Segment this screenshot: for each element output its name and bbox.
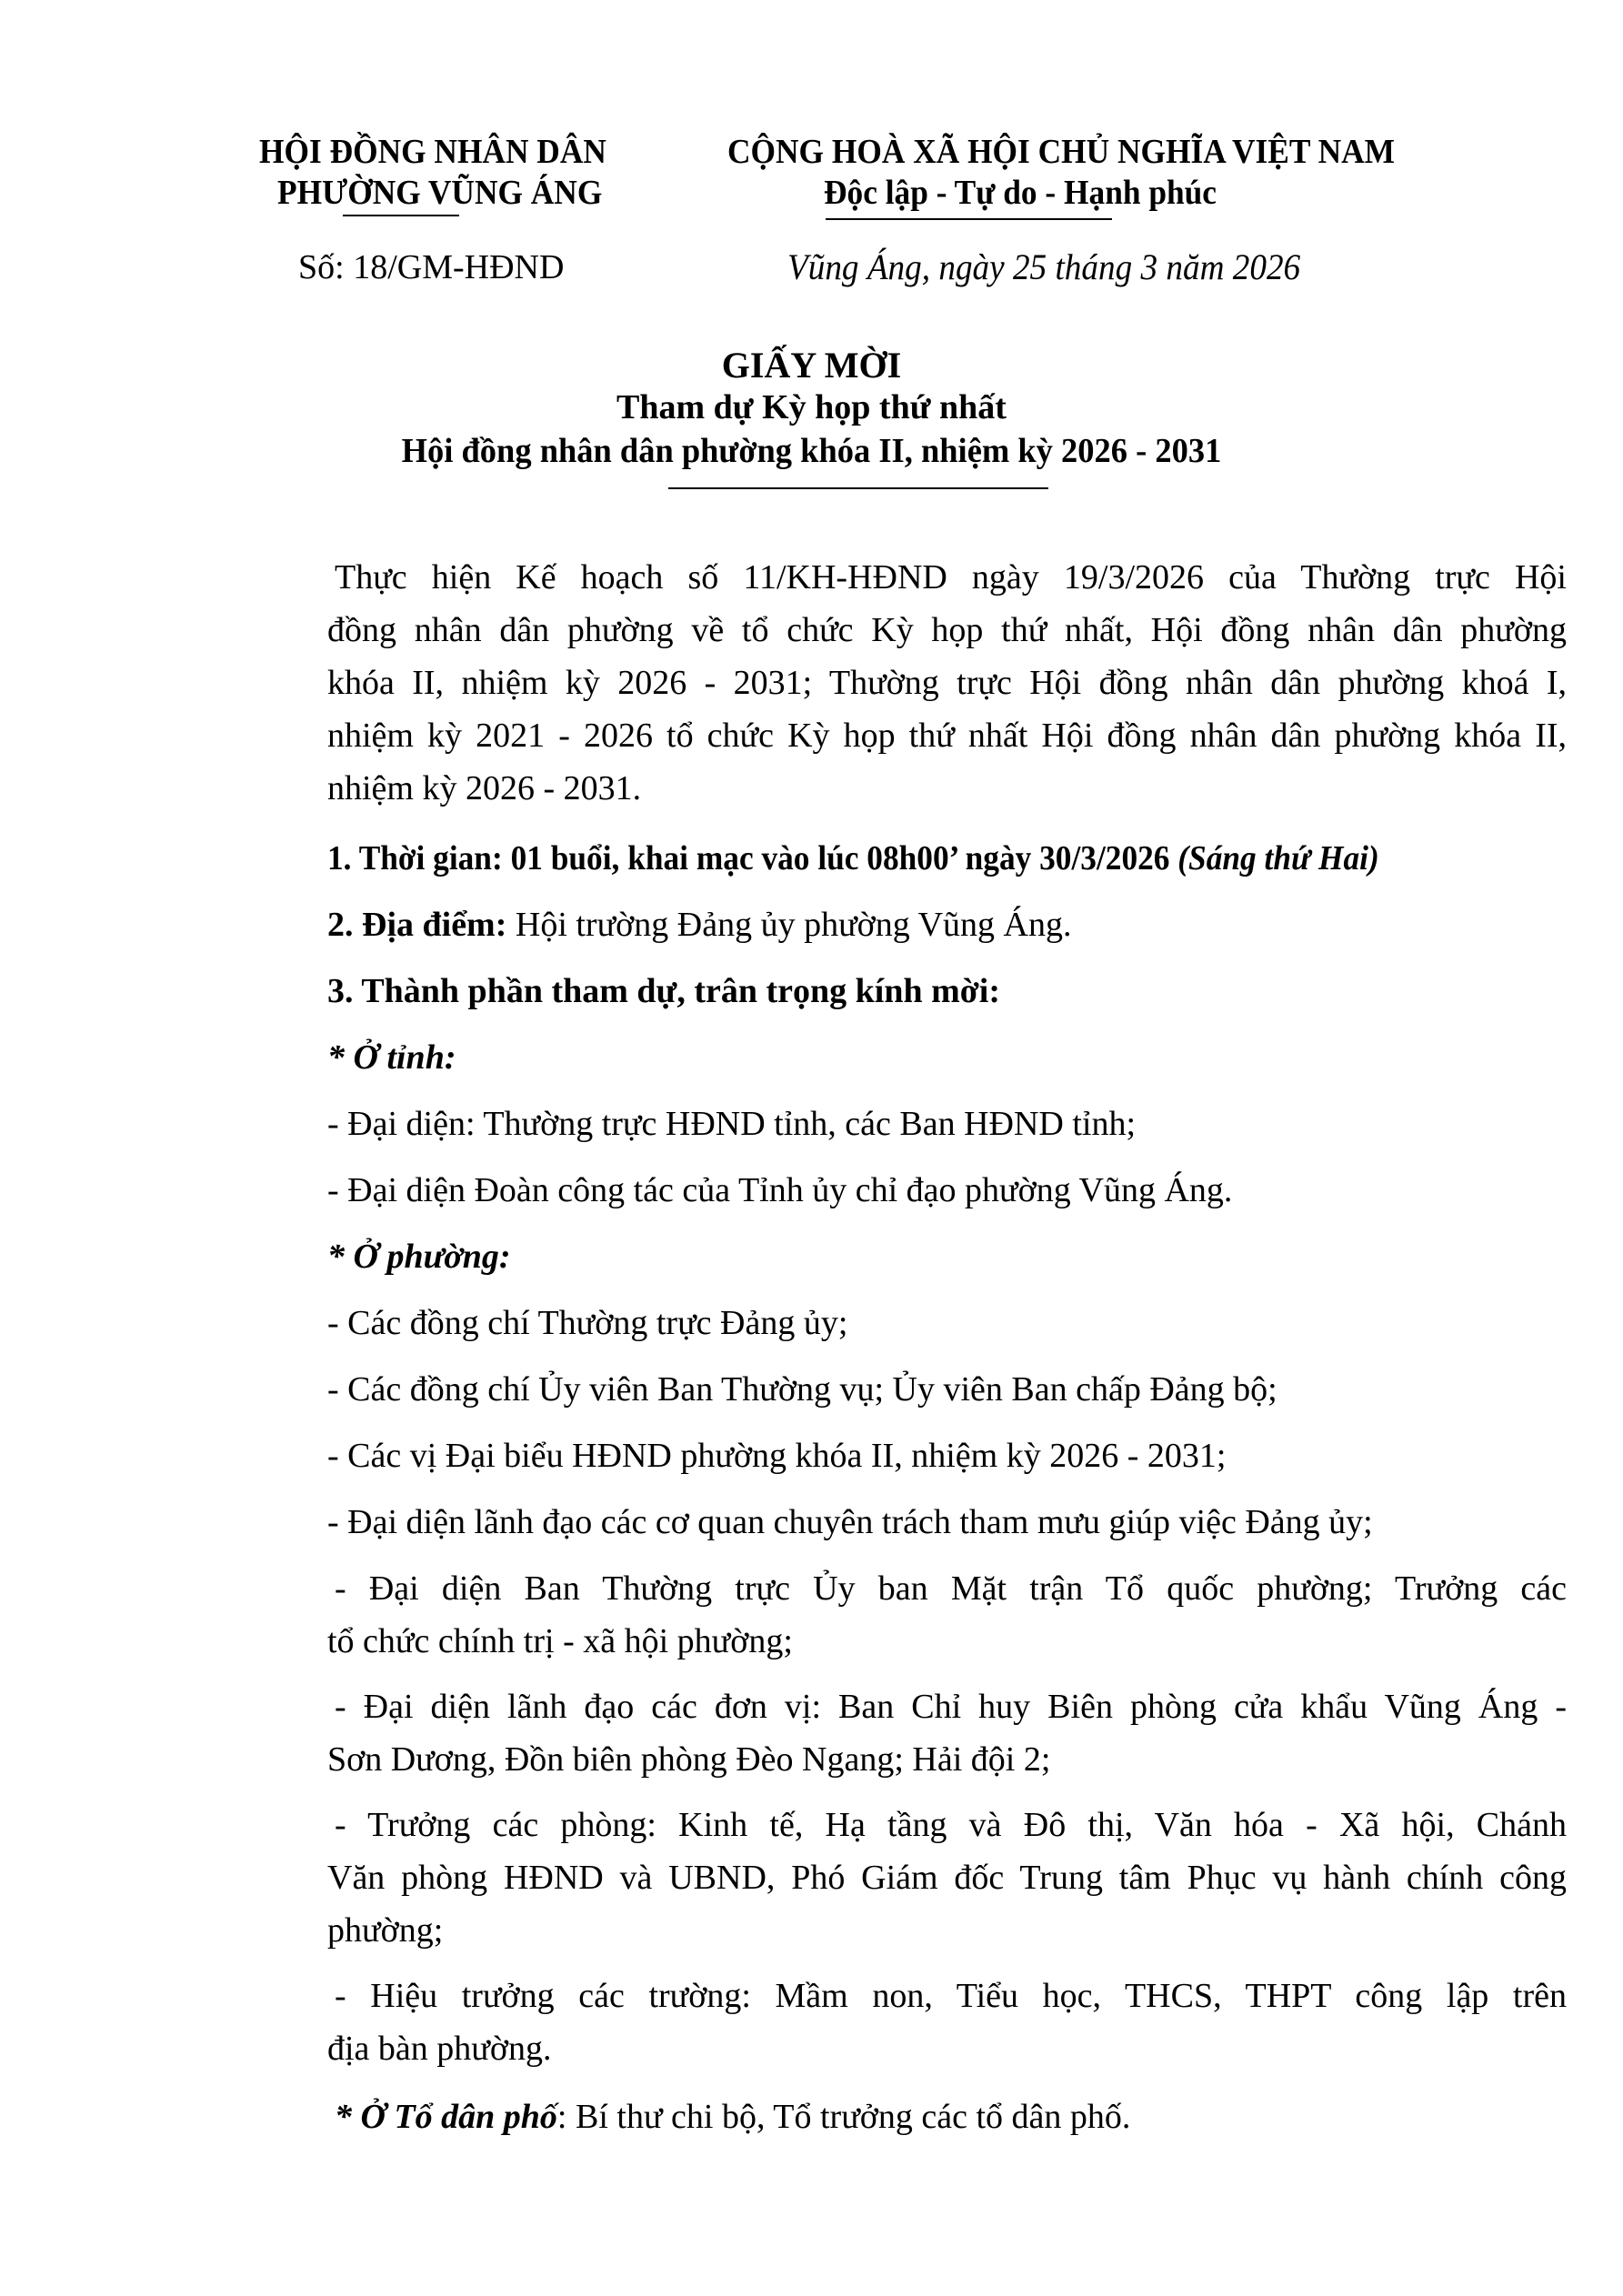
section-time-note: (Sáng thứ Hai) <box>1177 839 1379 877</box>
motto-underline <box>826 218 1112 220</box>
neighborhood-value: : Bí thư chi bộ, Tổ trưởng các tổ dân phố. <box>556 2098 1131 2136</box>
ward-item-line: - Trưởng các phòng: Kinh tế, Hạ tầng và Đô thị, Văn hóa - Xã hội, Chánh <box>335 1806 1567 1844</box>
national-motto: Độc lập - Tự do - Hạnh phúc <box>824 174 1217 212</box>
intro-line: khóa II, nhiệm kỳ 2026 - 2031; Thường trực Hội đồng nhân dân phường khoá I, <box>327 664 1567 702</box>
nation-title: CỘNG HOÀ XÃ HỘI CHỦ NGHĨA VIỆT NAM <box>727 133 1396 171</box>
ward-item-line: Sơn Dương, Đồn biên phòng Đèo Ngang; Hải đội 2; <box>327 1740 1051 1779</box>
section-time <box>327 838 1481 878</box>
ward-item-line: Văn phòng HĐND và UBND, Phó Giám đốc Trung tâm Phục vụ hành chính công <box>327 1859 1567 1897</box>
issuing-body-line2: PHƯỜNG VŨNG ÁNG <box>277 174 603 212</box>
section-place-label: 2. Địa điểm: <box>327 906 507 944</box>
ward-item-line: tổ chức chính trị - xã hội phường; <box>327 1622 793 1660</box>
ward-item-line: - Hiệu trưởng các trường: Mầm non, Tiểu học, THCS, THPT công lập trên <box>335 1977 1567 2015</box>
ward-item: - Các đồng chí Thường trực Đảng ủy; <box>327 1304 848 1342</box>
intro-line: đồng nhân dân phường về tổ chức Kỳ họp thứ nhất, Hội đồng nhân dân phường <box>327 611 1567 649</box>
intro-line: nhiệm kỳ 2026 - 2031. <box>327 769 642 807</box>
document-subject-line2: Hội đồng nhân dân phường khóa II, nhiệm kỳ 2026 - 2031 <box>401 432 1222 470</box>
left-header-rule <box>343 215 459 216</box>
ward-item-line: địa bàn phường. <box>327 2030 552 2068</box>
intro-line: nhiệm kỳ 2021 - 2026 tổ chức Kỳ họp thứ nhất Hội đồng nhân dân phường khóa II, <box>327 717 1567 755</box>
place-and-date: Vũng Áng, ngày 25 tháng 3 năm 2026 <box>787 246 1301 287</box>
ward-heading: * Ở phường: <box>327 1238 511 1276</box>
province-item: - Đại diện Đoàn công tác của Tỉnh ủy chỉ đạo phường Vũng Áng. <box>327 1171 1233 1209</box>
section-place-value: Hội trường Đảng ủy phường Vũng Áng. <box>506 906 1072 944</box>
section-attendees-label: 3. Thành phần tham dự, trân trọng kính mời: <box>327 972 1001 1010</box>
intro-line: Thực hiện Kế hoạch số 11/KH-HĐND ngày 19/3/2026 của Thường trực Hội <box>335 558 1567 597</box>
document-type-title: GIẤY MỜI <box>721 345 902 386</box>
province-item: - Đại diện: Thường trực HĐND tỉnh, các Ban HĐND tỉnh; <box>327 1105 1137 1143</box>
title-underline <box>668 487 1048 489</box>
document-subject-line1: Tham dự Kỳ họp thứ nhất <box>616 388 1007 426</box>
document-number: Số: 18/GM-HĐND <box>298 248 565 286</box>
province-heading: * Ở tỉnh: <box>327 1038 456 1077</box>
neighborhood-heading: * Ở Tổ dân phố <box>335 2098 557 2136</box>
ward-item-line: - Đại diện lãnh đạo các đơn vị: Ban Chỉ huy Biên phòng cửa khẩu Vũng Áng - <box>335 1688 1567 1726</box>
ward-item: - Các vị Đại biểu HĐND phường khóa II, nhiệm kỳ 2026 - 2031; <box>327 1437 1227 1475</box>
section-place <box>327 905 1568 945</box>
section-time-label: 1. Thời gian: 01 buổi, khai mạc vào lúc 08h00’ ngày 30/3/2026 <box>327 839 1178 877</box>
ward-item-line: - Đại diện Ban Thường trực Ủy ban Mặt trận Tổ quốc phường; Trưởng các <box>335 1569 1567 1608</box>
issuing-body-line1: HỘI ĐỒNG NHÂN DÂN <box>259 133 606 171</box>
ward-item: - Đại diện lãnh đạo các cơ quan chuyên trách tham mưu giúp việc Đảng ủy; <box>327 1503 1373 1541</box>
neighborhood-section <box>335 2097 1576 2137</box>
ward-item: - Các đồng chí Ủy viên Ban Thường vụ; Ủy viên Ban chấp Đảng bộ; <box>327 1370 1277 1409</box>
ward-item-line: phường; <box>327 1911 444 1950</box>
